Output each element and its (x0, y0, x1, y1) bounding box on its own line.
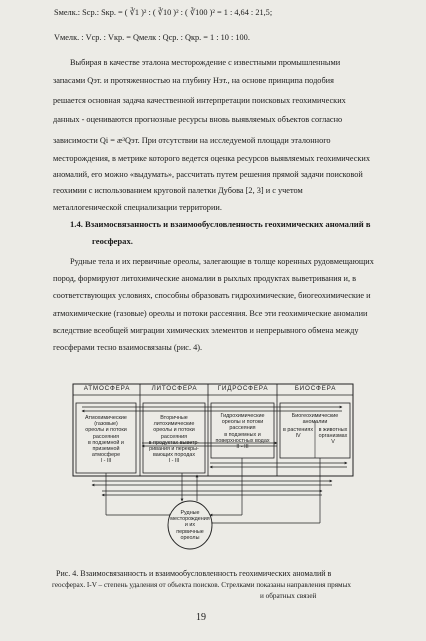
label-line: I - III (100, 458, 112, 465)
label-line: в продуктах выветр- (148, 439, 200, 446)
formula-line: Vмелк. : Vср. : Vкр. = Qмелк : Qср. : Qкр. = 1 : 10 : 100. (54, 33, 250, 42)
figure-4-diagram (72, 383, 354, 555)
atmo-box-text (77, 415, 135, 465)
label-line: аномалии (302, 419, 328, 426)
label-line: II - III (236, 444, 249, 451)
label-line: ореолы и потоки (153, 427, 195, 434)
label-line: атмосфере (91, 452, 121, 459)
label-line: ривания и перекры- (149, 446, 199, 453)
figure-caption: и обратных связей (260, 592, 317, 600)
label-line: Вторичные (160, 415, 188, 421)
text-line: пород, формируют литохимические аномалии в рыхлых продуктах выветривания и, в (53, 274, 357, 283)
sphere-label-biosphere: БИОСФЕРА (294, 385, 337, 392)
label-line: ореолы и потоки (85, 427, 127, 434)
label-line: IV (295, 433, 301, 440)
text-line: геосферами тесно взаимосвязаны (рис. 4). (53, 343, 203, 352)
bio-animals-text (316, 427, 350, 446)
label-line: первичные (176, 528, 204, 535)
label-line: Атмохимические (85, 415, 127, 421)
label-line: литохимические (153, 421, 195, 428)
ore-deposit-text (170, 510, 210, 541)
label-line: поверхностных водах (215, 437, 270, 444)
label-line: в животных (318, 427, 348, 433)
label-line: в подземных и (224, 431, 261, 438)
label-line: ореолы (180, 534, 200, 541)
text-line: металлогенической специализации территории. (53, 203, 222, 212)
text-line: соответствующих условиях, способны образовать гидрохимические, биогеохимические и (53, 291, 371, 300)
text-line: атмохимические (газовые) ореолы и потоки рассеяния. Все эти геохимические аномалии (53, 309, 368, 318)
text-line: аномалий, его можно «выдумать», рассчитать путем решения прямой задачи поисковой (53, 170, 363, 179)
formula-line: Sмелк.: Sср.: Sкр. = ( ∛1 )² : ( ∛10 )² : ( ∛100 )² = 1 : 4,64 : 21,5; (54, 8, 273, 17)
text-line: вследствие всеобщей миграции химических элементов и непрерывного обмена между (53, 326, 359, 335)
sphere-label-lithosphere: ЛИТОСФЕРА (151, 385, 198, 392)
label-line: Гидрохимические (220, 413, 265, 419)
bio-box-title (281, 413, 349, 425)
diagram-lines (72, 383, 354, 555)
label-line: V (331, 439, 335, 446)
label-line: Биогеохимические (291, 413, 339, 419)
figure-caption: Рис. 4. Взаимосвязанность и взаимообусловленность геохимических аномалий в (56, 569, 332, 578)
label-line: приземной (92, 446, 120, 453)
label-line: в подземной и (88, 439, 124, 446)
label-line: месторождения (170, 516, 210, 523)
label-line: в растениях (282, 427, 314, 433)
text-line: Рудные тела и их первичные ореолы, залегающие в толще коренных рудовмещающих (70, 257, 374, 266)
hydro-box-text (212, 413, 273, 450)
text-line: месторождения, в метрике которого ведется оценка ресурсов выявляемых геохимических (53, 154, 371, 163)
sphere-label-hydrosphere: ГИДРОСФЕРА (217, 385, 269, 392)
text-line: данных - оцениваются прогнозные ресурсы вновь выявляемых объектов согласно (53, 115, 343, 124)
label-line: рассеяния (160, 433, 188, 440)
label-line: и их (184, 522, 196, 529)
label-line: рассеяния (229, 425, 256, 432)
sphere-label-atmosphere: АТМОСФЕРА (83, 385, 131, 392)
page-number: 19 (196, 612, 206, 623)
text-line: геохимии с использованием круговой палетки Дубова [2, 3] и с учетом (53, 186, 303, 195)
label-line: организмах (318, 433, 348, 440)
label-line: вающих породах (152, 452, 196, 459)
label-line: рассеяния (92, 433, 120, 440)
text-line: решается основная задача качественной интерпретации поисковых геохимических (53, 96, 346, 105)
text-line: Выбирая в качестве эталона месторождение с известными промышленными (70, 58, 341, 67)
litho-box-text (144, 415, 204, 465)
section-heading: геосферах. (92, 236, 133, 246)
bio-plants-text (281, 427, 315, 439)
label-line: Рудные (180, 510, 200, 516)
text-line: зависимости Qi = æ³Qэт. При отсутствии на исследуемой площади эталонного (53, 136, 331, 145)
section-heading: 1.4. Взаимосвязанность и взаимообусловленность геохимических аномалий в (70, 219, 371, 229)
label-line: ореолы и потоки (221, 419, 264, 426)
figure-caption: геосферах. I-V – степень удаления от объекта поисков. Стрелками показаны направления прямых (52, 581, 352, 589)
label-line: I - III (168, 458, 180, 465)
label-line: (газовые) (94, 421, 118, 428)
text-line: запасами Qэт. и протяженностью на глубину Hэт., на основе принципа подобия (53, 76, 334, 85)
